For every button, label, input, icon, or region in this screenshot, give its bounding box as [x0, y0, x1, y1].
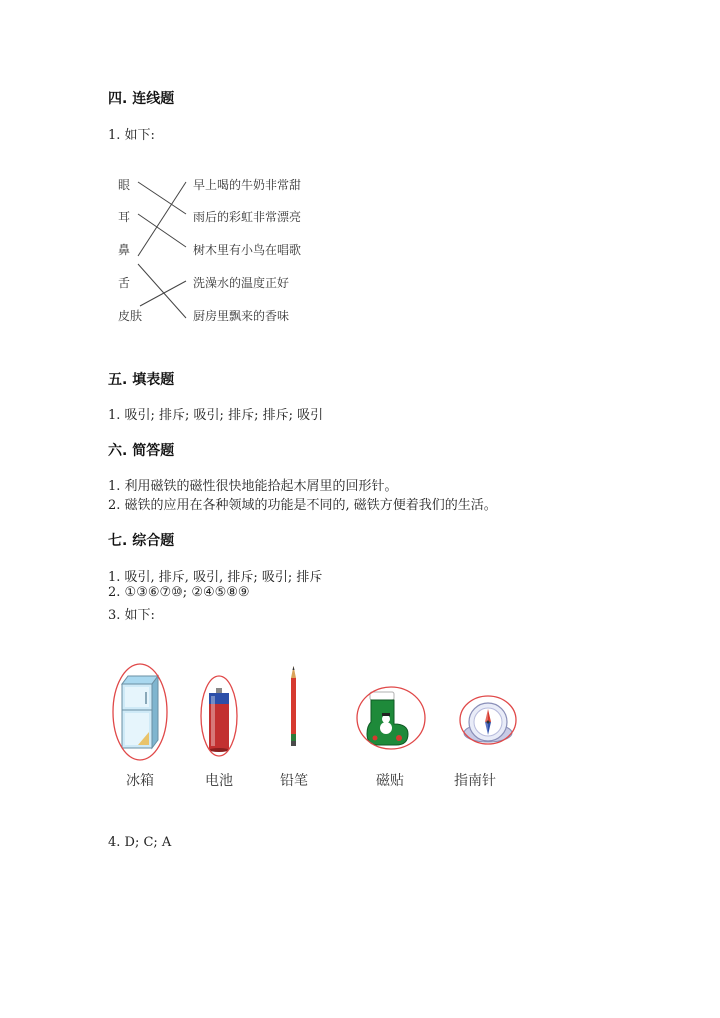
sec4-question-1: 1. 如下:: [108, 128, 155, 143]
sec7-answer-3: 3. 如下:: [108, 608, 155, 623]
right-item-rainbow: 雨后的彩虹非常漂亮: [193, 210, 302, 224]
section7-title: 七. 综合题: [108, 533, 175, 549]
right-item-bird: 树木里有小鸟在唱歌: [193, 243, 302, 257]
magnet-sticker-icon: [367, 692, 408, 745]
right-item-bathwater: 洗澡水的温度正好: [193, 276, 290, 290]
item-caption-pencil: 铅笔: [280, 773, 308, 789]
left-item-tongue: 舌: [118, 276, 131, 290]
item-caption-magnet-sticker: 磁贴: [376, 773, 404, 789]
item-caption-fridge: 冰箱: [126, 773, 154, 789]
sec7-answer-4: 4. D; C; A: [108, 835, 172, 850]
right-item-milk: 早上喝的牛奶非常甜: [193, 178, 302, 192]
left-item-nose: 鼻: [118, 243, 131, 257]
sec6-answer-1: 1. 利用磁铁的磁性很快地能拾起木屑里的回形针。: [108, 479, 398, 494]
left-item-skin: 皮肤: [118, 309, 143, 323]
left-item-ear: 耳: [118, 210, 131, 224]
section5-title: 五. 填表题: [108, 372, 175, 388]
sec7-answer-1: 1. 吸引, 排斥, 吸引, 排斥; 吸引; 排斥: [108, 570, 323, 585]
item-caption-compass: 指南针: [454, 773, 496, 789]
sec7-answer-2: 2. ①③⑥⑦⑩; ②④⑤⑧⑨: [108, 585, 250, 600]
sec6-answer-2: 2. 磁铁的应用在各种领域的功能是不同的, 磁铁方便着我们的生活。: [108, 498, 497, 513]
sec5-answer-1: 1. 吸引; 排斥; 吸引; 排斥; 排斥; 吸引: [108, 408, 324, 423]
battery-icon: [209, 688, 229, 752]
pencil-icon: [291, 666, 296, 746]
left-item-eye: 眼: [118, 178, 131, 192]
fridge-icon: [122, 676, 158, 748]
item-caption-battery: 电池: [205, 773, 233, 789]
right-item-fragrance: 厨房里飘来的香味: [193, 309, 290, 323]
compass-icon: [464, 703, 512, 742]
section4-title: 四. 连线题: [108, 91, 175, 107]
section6-title: 六. 简答题: [108, 443, 175, 459]
